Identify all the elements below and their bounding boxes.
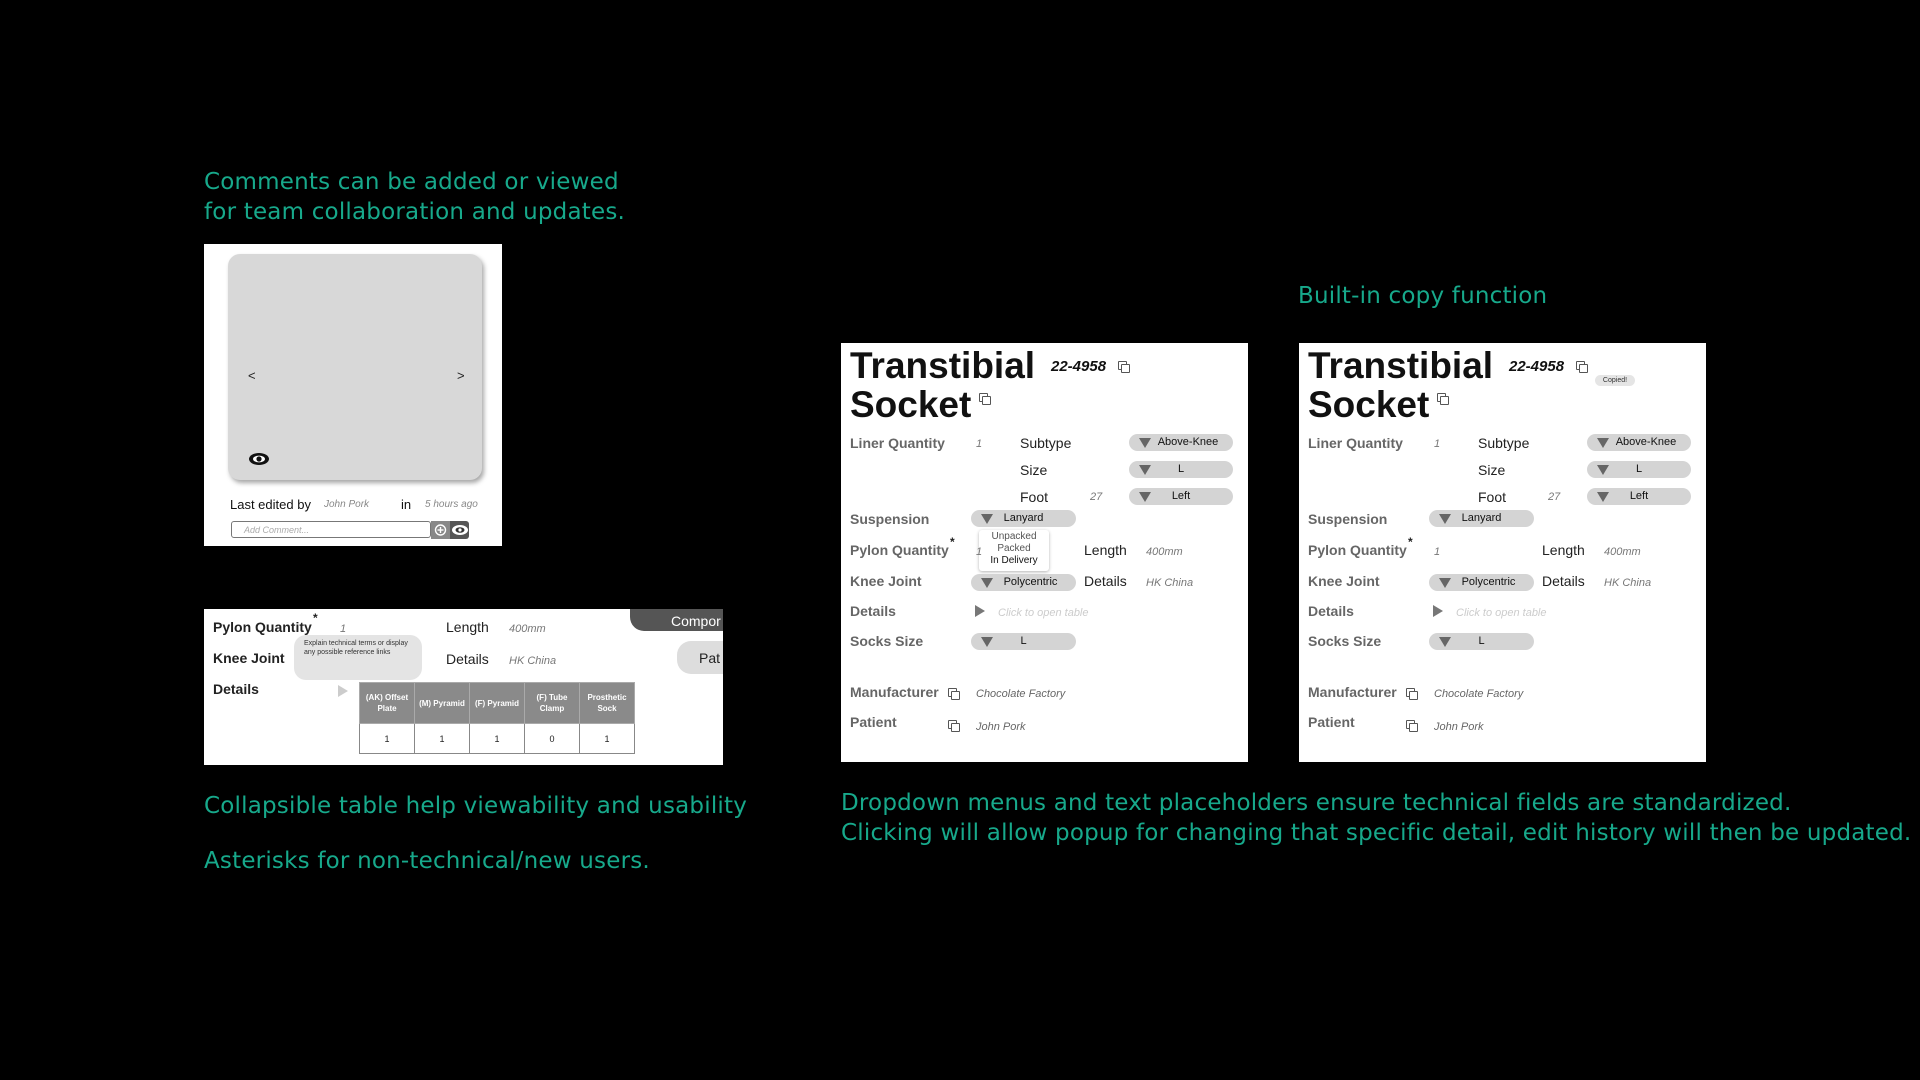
socks-size-value: L <box>1020 635 1027 647</box>
dropdown-arrow-icon <box>981 578 993 588</box>
title-line1: Transtibial <box>850 345 1036 386</box>
copy-manufacturer-icon[interactable] <box>948 688 957 697</box>
tab-patient[interactable]: Pat <box>677 641 723 674</box>
caption-copy: Built-in copy function <box>1298 283 1548 309</box>
table-header: (M) Pyramid <box>415 683 470 724</box>
size-label: Size <box>1020 462 1048 478</box>
asterisk-help[interactable]: * <box>313 611 318 625</box>
dropdown-arrow-icon <box>1439 514 1451 524</box>
table-cell[interactable]: 1 <box>580 724 635 754</box>
length-value[interactable]: 400mm <box>1604 546 1641 558</box>
comment-input[interactable]: Add Comment... <box>231 521 431 538</box>
socket-panel-dropdown <box>841 343 1248 762</box>
pylon-quantity-label: Pylon Quantity <box>213 619 312 635</box>
table-cell[interactable]: 1 <box>415 724 470 754</box>
patient-value[interactable]: John Pork <box>1434 721 1484 733</box>
in-label: in <box>401 497 412 512</box>
copy-code-icon[interactable] <box>1118 361 1127 370</box>
pylon-quantity-value[interactable]: 1 <box>340 623 347 635</box>
dropdown-arrow-icon <box>1597 492 1609 502</box>
copy-patient-icon[interactable] <box>1406 720 1415 729</box>
knee-joint-dropdown[interactable] <box>971 574 1076 591</box>
foot-label: Foot <box>1020 489 1049 505</box>
foot-value: Left <box>1629 490 1649 502</box>
dropdown-arrow-icon <box>981 514 993 524</box>
details-table-placeholder[interactable]: Click to open table <box>1456 607 1547 619</box>
next-image-button[interactable]: > <box>457 368 465 383</box>
details-label: Details <box>1542 573 1585 589</box>
details-value[interactable]: HK China <box>1604 577 1652 589</box>
dropdown-arrow-icon <box>1439 578 1451 588</box>
caption-dropdowns <box>841 789 1911 848</box>
table-header: (F) Tube Clamp <box>525 683 580 724</box>
dropdown-arrow-icon <box>1139 492 1151 502</box>
knee-joint-label: Knee Joint <box>213 650 285 666</box>
suspension-dropdown[interactable] <box>971 510 1076 527</box>
eye-icon[interactable] <box>248 452 270 466</box>
details-value[interactable]: HK China <box>509 655 557 667</box>
copy-title-icon[interactable] <box>979 393 988 402</box>
title-line2: Socket <box>1308 384 1430 425</box>
copy-manufacturer-icon[interactable] <box>1406 688 1415 697</box>
size-label: Size <box>1478 462 1506 478</box>
length-value[interactable]: 400mm <box>509 623 546 635</box>
suspension-value: Lanyard <box>1461 512 1502 524</box>
liner-quantity-label: Liner Quantity <box>1308 435 1403 451</box>
table-header-row <box>360 683 635 724</box>
pylon-quantity-label: Pylon Quantity <box>1308 542 1407 558</box>
details-label-2: Details <box>446 651 489 667</box>
knee-joint-value: Polycentric <box>1003 576 1058 588</box>
dropdown-option[interactable]: Packed <box>997 543 1031 554</box>
dropdown-arrow-icon <box>1139 465 1151 475</box>
socks-size-value: L <box>1478 635 1485 647</box>
subtype-value: Above-Knee <box>1615 436 1677 448</box>
table-cell[interactable]: 1 <box>360 724 415 754</box>
pylon-quantity-value[interactable]: 1 <box>976 546 983 558</box>
patient-label: Patient <box>850 714 897 730</box>
help-tooltip: Explain technical terms or display any possible reference links <box>294 635 422 680</box>
foot-value: Left <box>1171 490 1191 502</box>
view-comments-icon[interactable] <box>451 521 469 539</box>
expand-table-icon[interactable] <box>975 605 985 617</box>
subtype-value: Above-Knee <box>1157 436 1219 448</box>
tab-components[interactable]: Compor <box>630 609 723 631</box>
details-value[interactable]: HK China <box>1146 577 1194 589</box>
dropdown-option[interactable]: Unpacked <box>991 531 1037 542</box>
page-title <box>850 346 1035 424</box>
editor-name: John Pork <box>324 499 370 510</box>
subtype-dropdown[interactable] <box>1587 434 1691 451</box>
dropdown-arrow-icon <box>1439 637 1451 647</box>
foot-dropdown[interactable] <box>1129 488 1233 505</box>
table-header: (AK) Offset Plate <box>360 683 415 724</box>
patient-label: Patient <box>1308 714 1355 730</box>
copy-code-icon[interactable] <box>1576 361 1585 370</box>
table-header: Prosthetic Sock <box>580 683 635 724</box>
socks-size-label: Socks Size <box>1308 633 1382 649</box>
add-comment-icon[interactable] <box>431 521 450 539</box>
caption-asterisks: Asterisks for non-technical/new users. <box>204 848 650 874</box>
suspension-label: Suspension <box>1308 511 1388 527</box>
asterisk-help[interactable]: * <box>1408 535 1413 549</box>
length-label: Length <box>1542 542 1585 558</box>
page-title <box>1308 346 1493 424</box>
liner-quantity-value[interactable]: 1 <box>976 438 983 450</box>
knee-joint-dropdown[interactable] <box>1429 574 1534 591</box>
foot-number[interactable]: 27 <box>1090 491 1103 503</box>
suspension-dropdown-menu <box>979 530 1049 571</box>
dropdown-arrow-icon <box>1597 438 1609 448</box>
title-line1: Transtibial <box>1308 345 1494 386</box>
expand-table-icon[interactable] <box>338 685 348 697</box>
details-label: Details <box>213 681 259 697</box>
details-table-placeholder[interactable]: Click to open table <box>998 607 1089 619</box>
dropdown-arrow-icon <box>981 637 993 647</box>
socks-size-label: Socks Size <box>850 633 924 649</box>
length-label: Length <box>446 619 489 635</box>
foot-label: Foot <box>1478 489 1507 505</box>
size-dropdown[interactable] <box>1129 461 1233 478</box>
knee-joint-label: Knee Joint <box>850 573 922 589</box>
pylon-quantity-value[interactable]: 1 <box>1434 546 1441 558</box>
edit-time: 5 hours ago <box>425 499 478 510</box>
dropdown-option[interactable]: In Delivery <box>990 555 1038 566</box>
details-label: Details <box>1084 573 1127 589</box>
dropdown-arrow-icon <box>1597 465 1609 475</box>
copied-toast: Copied! <box>1595 375 1635 386</box>
asterisk-help[interactable]: * <box>950 535 955 549</box>
socket-code: 22-4958 <box>1509 358 1565 375</box>
size-dropdown[interactable] <box>1587 461 1691 478</box>
suspension-label: Suspension <box>850 511 930 527</box>
knee-joint-label: Knee Joint <box>1308 573 1380 589</box>
subtype-label: Subtype <box>1020 435 1072 451</box>
comment-card <box>204 244 502 546</box>
suspension-value: Lanyard <box>1003 512 1044 524</box>
details-table-label: Details <box>1308 603 1354 619</box>
manufacturer-value[interactable]: Chocolate Factory <box>1434 688 1524 700</box>
manufacturer-label: Manufacturer <box>850 684 939 700</box>
image-viewer[interactable] <box>228 254 482 480</box>
suspension-dropdown[interactable] <box>1429 510 1534 527</box>
copy-title-icon[interactable] <box>1437 393 1446 402</box>
manufacturer-label: Manufacturer <box>1308 684 1397 700</box>
title-line2: Socket <box>850 384 972 425</box>
length-label: Length <box>1084 542 1127 558</box>
caption-comments-line2: for team collaboration and updates. <box>204 198 626 225</box>
knee-joint-value: Polycentric <box>1461 576 1516 588</box>
table-header: (F) Pyramid <box>470 683 525 724</box>
copy-patient-icon[interactable] <box>948 720 957 729</box>
caption-dropdowns-line2: Clicking will allow popup for changing that specific detail, edit history will then be updated. <box>841 819 1912 846</box>
subtype-label: Subtype <box>1478 435 1530 451</box>
caption-comments-line1: Comments can be added or viewed <box>204 169 619 195</box>
socket-code: 22-4958 <box>1051 358 1107 375</box>
last-edited-label: Last edited by <box>230 497 311 512</box>
liner-quantity-value[interactable]: 1 <box>1434 438 1441 450</box>
size-value: L <box>1635 463 1643 475</box>
pylon-quantity-label: Pylon Quantity <box>850 542 949 558</box>
caption-dropdowns-line1: Dropdown menus and text placeholders ensure technical fields are standardized. <box>841 790 1792 816</box>
subtype-dropdown[interactable] <box>1129 434 1233 451</box>
foot-dropdown[interactable] <box>1587 488 1691 505</box>
foot-number[interactable]: 27 <box>1548 491 1561 503</box>
patient-value[interactable]: John Pork <box>976 721 1026 733</box>
size-value: L <box>1177 463 1185 475</box>
collapsible-table-panel <box>204 609 723 765</box>
table-cell[interactable]: 1 <box>470 724 525 754</box>
caption-table: Collapsible table help viewability and usability <box>204 793 748 819</box>
socks-size-dropdown[interactable] <box>1429 633 1534 650</box>
table-row <box>360 724 635 754</box>
socket-panel-copied <box>1299 343 1706 762</box>
liner-quantity-label: Liner Quantity <box>850 435 945 451</box>
dropdown-arrow-icon <box>1139 438 1151 448</box>
components-table <box>359 682 635 754</box>
caption-comments <box>204 168 625 227</box>
comment-actions <box>431 521 469 539</box>
manufacturer-value[interactable]: Chocolate Factory <box>976 688 1066 700</box>
prev-image-button[interactable]: < <box>248 368 256 383</box>
expand-table-icon[interactable] <box>1433 605 1443 617</box>
details-table-label: Details <box>850 603 896 619</box>
table-cell[interactable]: 0 <box>525 724 580 754</box>
length-value[interactable]: 400mm <box>1146 546 1183 558</box>
socks-size-dropdown[interactable] <box>971 633 1076 650</box>
